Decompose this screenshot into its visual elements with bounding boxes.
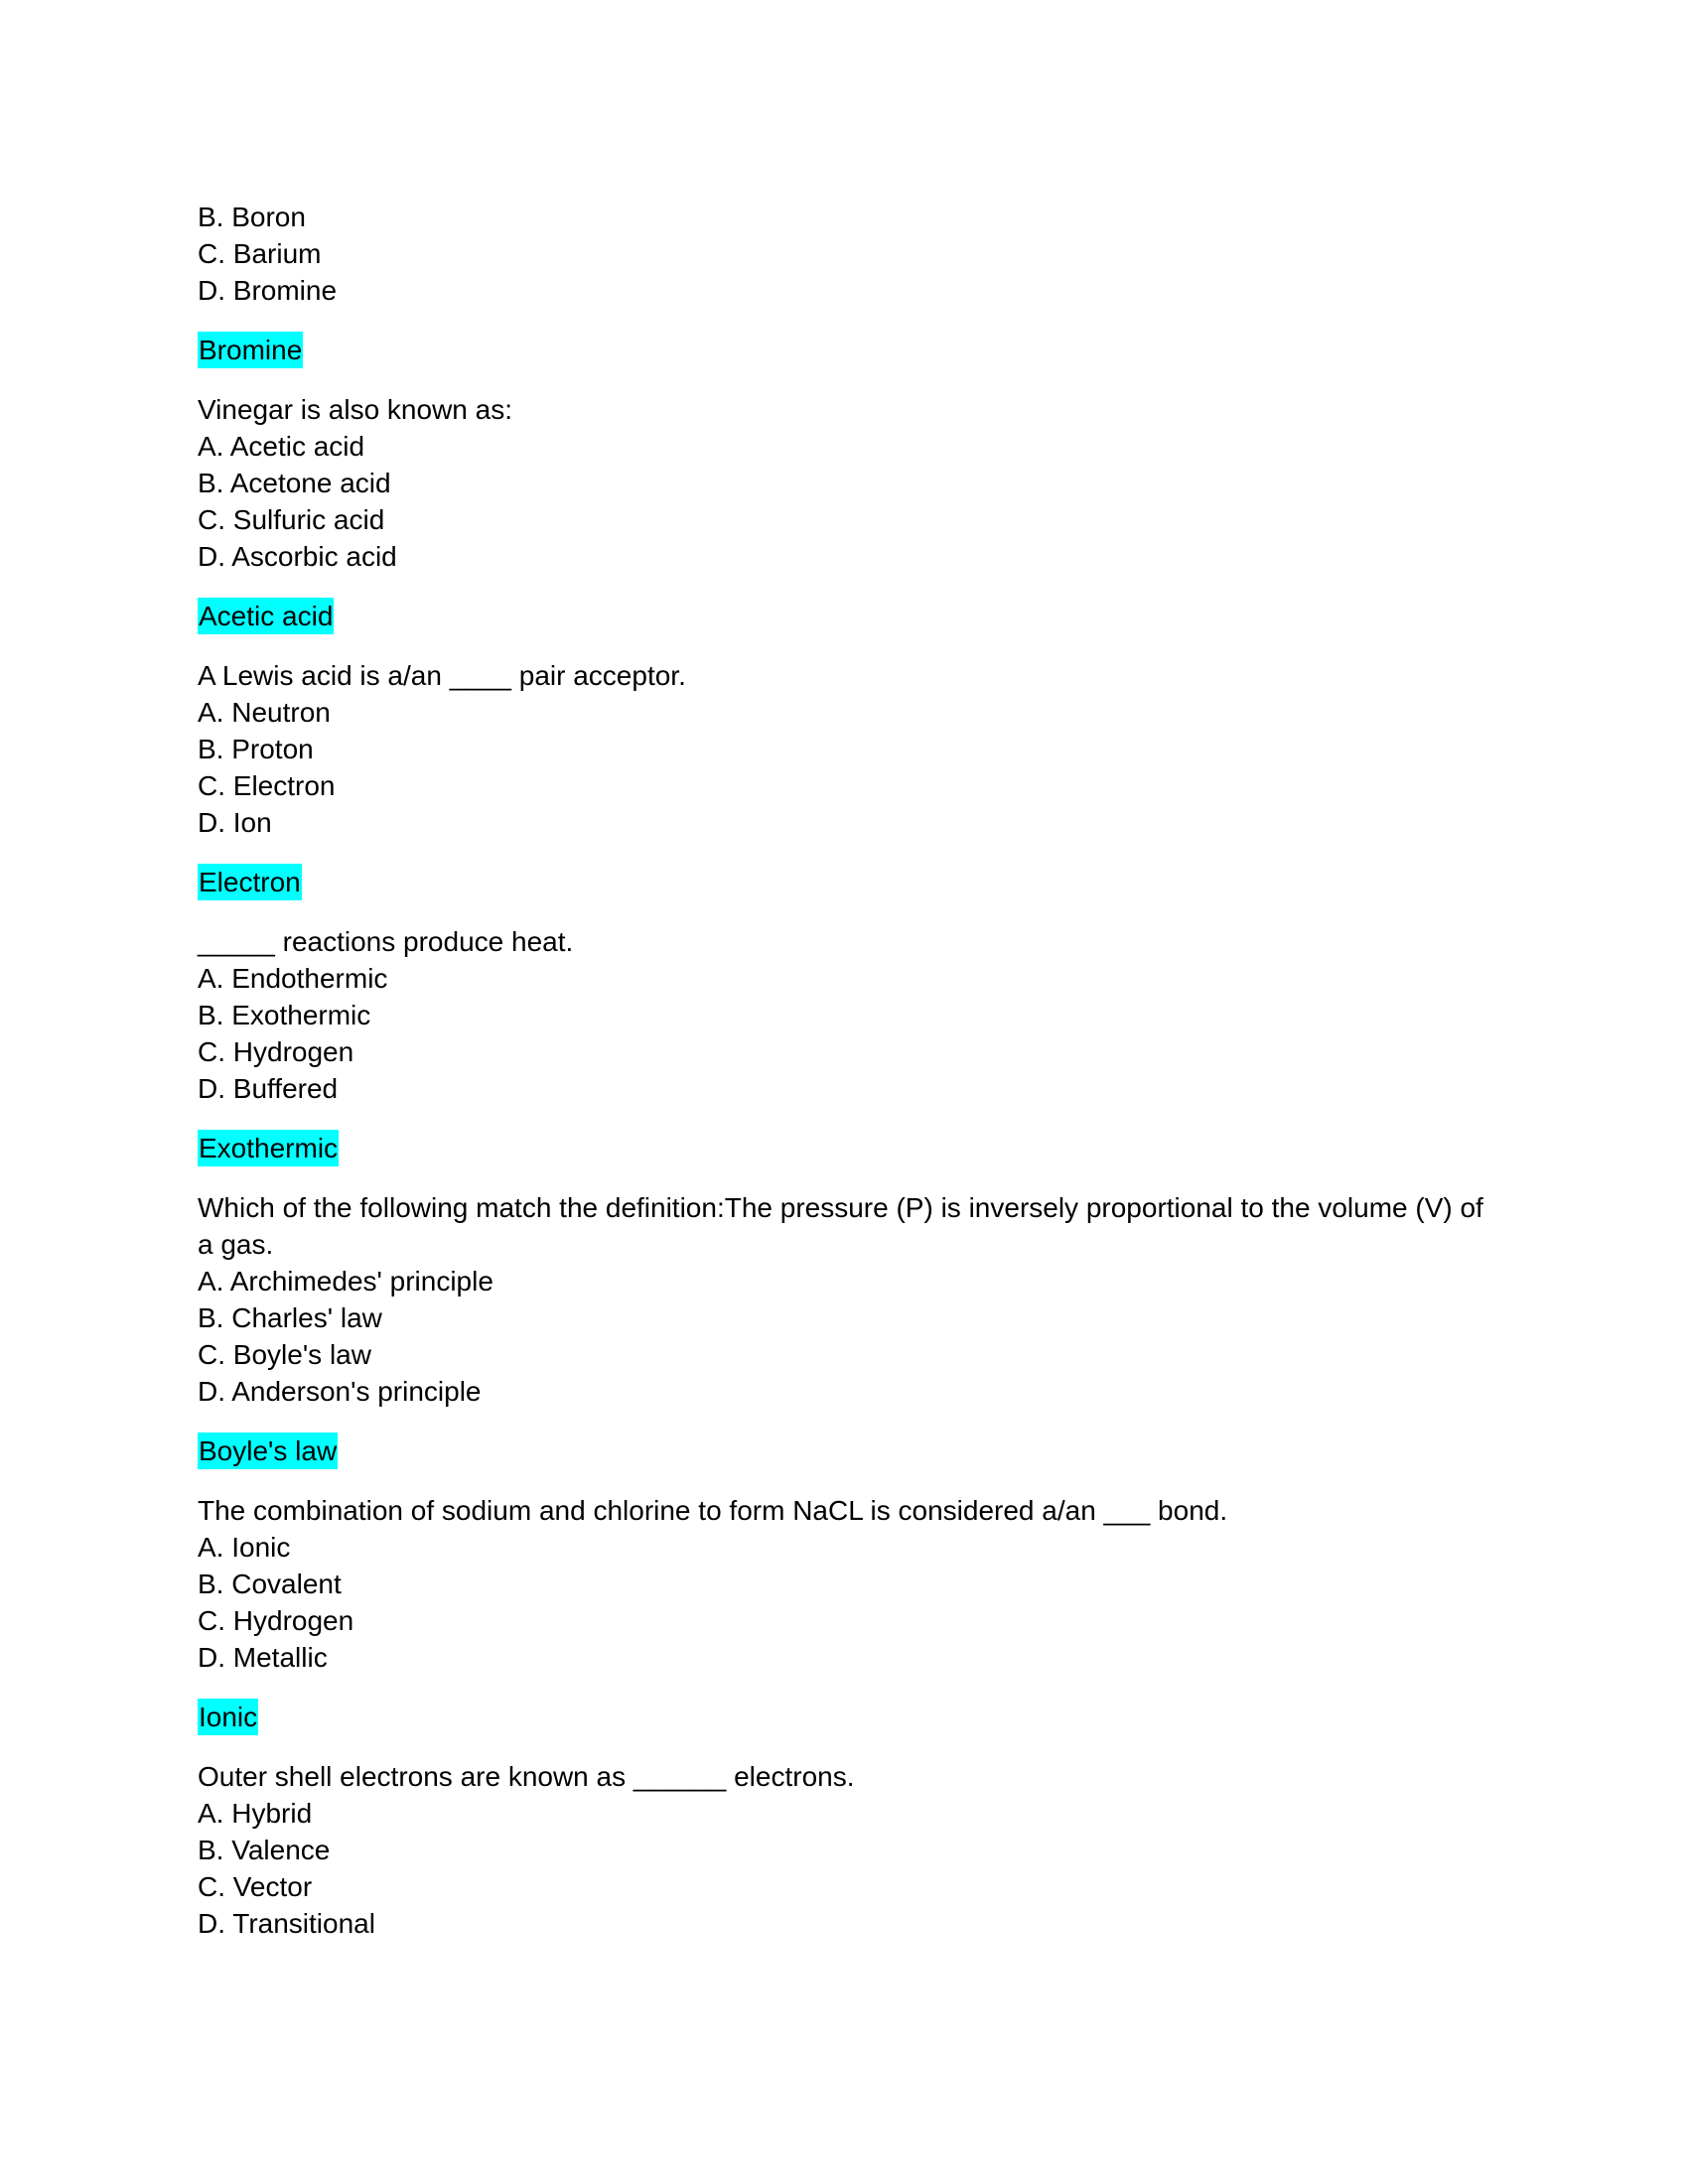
question-block bbox=[198, 1758, 1488, 1942]
question-block bbox=[198, 657, 1488, 923]
option: A. Archimedes' principle bbox=[198, 1266, 493, 1297]
option: D. Metallic bbox=[198, 1642, 328, 1673]
question-block-intro bbox=[198, 199, 1488, 391]
question-text: A Lewis acid is a/an ____ pair acceptor. bbox=[198, 660, 686, 691]
question-block bbox=[198, 1189, 1488, 1492]
option: C. Electron bbox=[198, 770, 336, 801]
answer-highlight: Boyle's law bbox=[198, 1433, 338, 1469]
option: B. Acetone acid bbox=[198, 468, 391, 498]
answer-highlight: Electron bbox=[198, 864, 302, 900]
option: D. Buffered bbox=[198, 1073, 339, 1104]
option: D. Transitional bbox=[198, 1908, 375, 1939]
option: A. Acetic acid bbox=[198, 431, 365, 462]
option: A. Hybrid bbox=[198, 1798, 313, 1829]
option: B. Exothermic bbox=[198, 1000, 371, 1030]
option: A. Ionic bbox=[198, 1532, 291, 1563]
option: C. Hydrogen bbox=[198, 1605, 354, 1636]
option: D. Bromine bbox=[198, 275, 338, 306]
answer-highlight: Ionic bbox=[198, 1699, 258, 1735]
question-text: Vinegar is also known as: bbox=[198, 394, 512, 425]
answer-highlight: Bromine bbox=[198, 332, 303, 368]
question-text: Outer shell electrons are known as ______ electrons. bbox=[198, 1761, 855, 1792]
option: B. Valence bbox=[198, 1835, 331, 1865]
answer-highlight: Exothermic bbox=[198, 1130, 339, 1166]
option: B. Boron bbox=[198, 202, 306, 232]
option: D. Ion bbox=[198, 807, 272, 838]
answer-highlight: Acetic acid bbox=[198, 598, 334, 634]
option: D. Anderson's principle bbox=[198, 1376, 482, 1407]
option: C. Vector bbox=[198, 1871, 313, 1902]
option: B. Proton bbox=[198, 734, 314, 764]
option: B. Covalent bbox=[198, 1569, 342, 1599]
document-page bbox=[198, 199, 1488, 1942]
question-text: Which of the following match the definition:The pressure (P) is inversely proportional to the volume (V) of a gas. bbox=[198, 1192, 1483, 1260]
question-text: The combination of sodium and chlorine to form NaCL is considered a/an ___ bond. bbox=[198, 1495, 1228, 1526]
option: A. Neutron bbox=[198, 697, 331, 728]
option: D. Ascorbic acid bbox=[198, 541, 397, 572]
question-block bbox=[198, 1492, 1488, 1758]
option: C. Hydrogen bbox=[198, 1036, 354, 1067]
option: C. Boyle's law bbox=[198, 1339, 371, 1370]
option: C. Barium bbox=[198, 238, 322, 269]
option: B. Charles' law bbox=[198, 1302, 382, 1333]
question-block bbox=[198, 391, 1488, 657]
question-block bbox=[198, 923, 1488, 1189]
question-text: _____ reactions produce heat. bbox=[198, 926, 574, 957]
option: C. Sulfuric acid bbox=[198, 504, 385, 535]
option: A. Endothermic bbox=[198, 963, 388, 994]
